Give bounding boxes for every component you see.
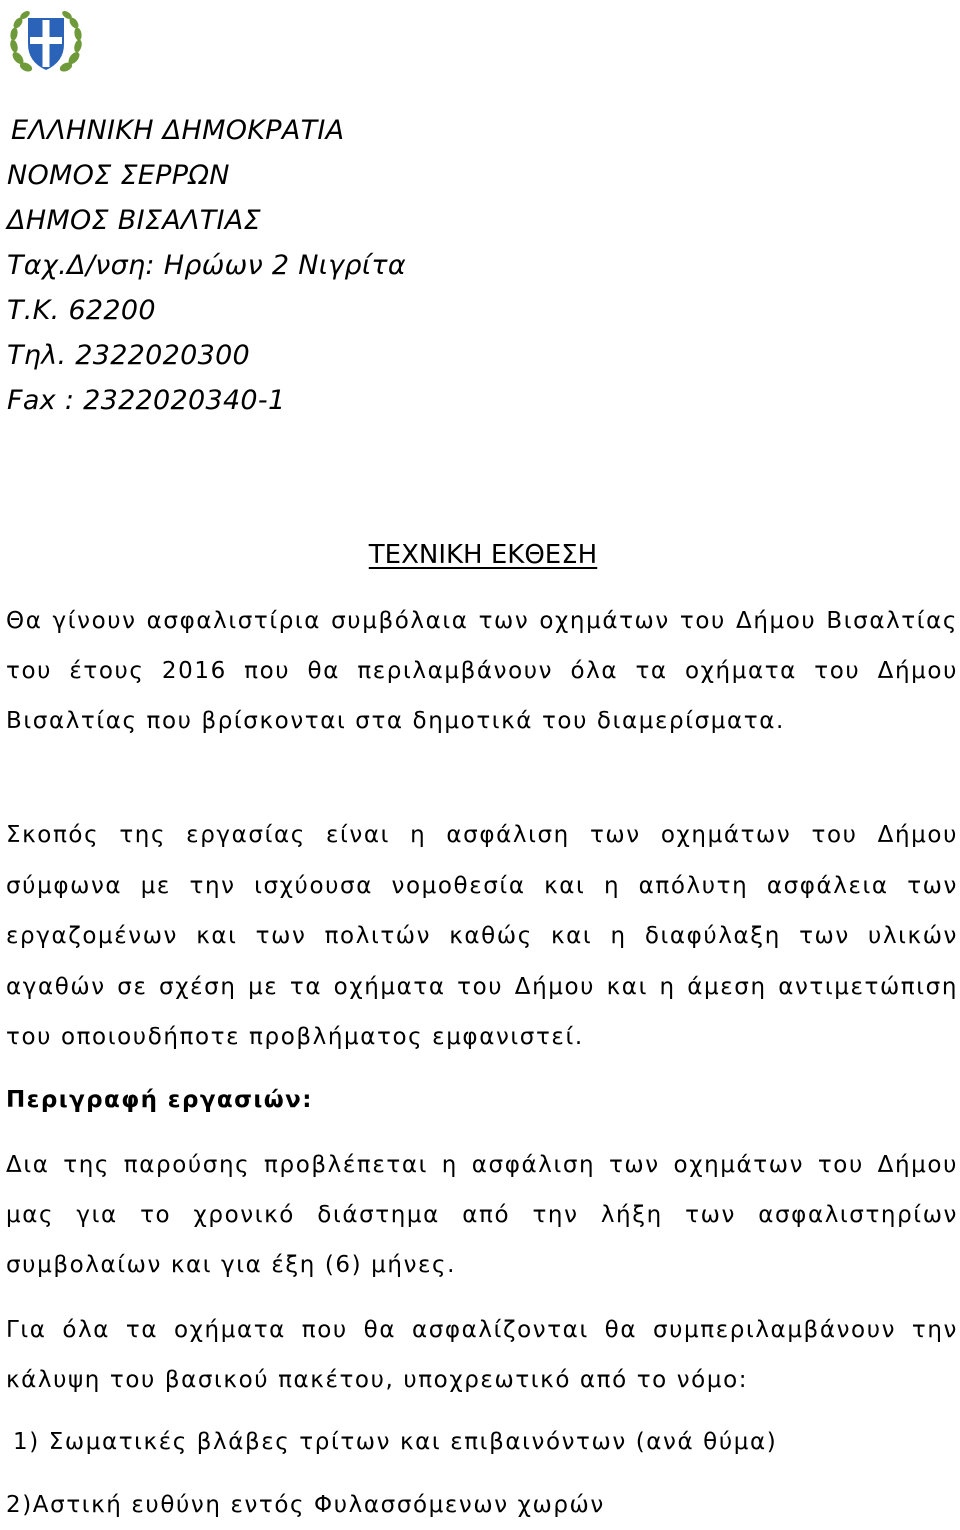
header-prefecture: ΝΟΜΟΣ ΣΕΡΡΩΝ — [7, 160, 230, 191]
list-item: 2)Αστική ευθύνη εντός Φυλασσόμενων χωρών — [6, 1492, 605, 1518]
municipality-header — [7, 108, 907, 423]
paragraph-insurance-period: Δια της παρούσης προβλέπεται η ασφάλιση των οχημάτων του Δήμου μας για το χρονικό διάστημα από την λήξη των ασφαλιστηρίων συμβολαίων και για έξη (6) μήνες. — [6, 1152, 958, 1278]
paragraph-purpose: Σκοπός της εργασίας είναι η ασφάλιση των οχημάτων του Δήμου σύμφωνα με την ισχύουσα νομοθεσία και η απόλυτη ασφάλεια των εργαζομένων και των πολιτών καθώς και η διαφύλαξη των υλικών αγαθών σε σχέση με τα οχήματα του Δήμου και η άμεση αντιμετώπιση του οποιουδήποτε προβλήματος εμφανιστεί. — [6, 822, 958, 1050]
header-address: Ταχ.Δ/νση: Ηρώων 2 Νιγρίτα — [7, 250, 406, 281]
paragraph-contracts: Θα γίνουν ασφαλιστίρια συμβόλαια των οχημάτων του Δήμου Βισαλτίας του έτους 2016 που θα περιλαμβάνουν όλα τα οχήματα του Δήμου Βισαλτίας που βρίσκονται στα δημοτικά του διαμερίσματα. — [6, 608, 958, 734]
document-title: ΤΕΧΝΙΚΗ ΕΚΘΕΣΗ — [368, 540, 598, 570]
section-heading-work-description: Περιγραφή εργασιών: — [6, 1087, 313, 1113]
header-postal-code: Τ.Κ. 62200 — [7, 295, 156, 326]
paragraph-coverage: Για όλα τα οχήματα που θα ασφαλίζονται θα συμπεριλαμβάνουν την κάλυψη του βασικού πακέτου, υποχρεωτικό από το νόμο: — [6, 1317, 958, 1393]
greek-republic-emblem-icon — [6, 6, 86, 76]
header-fax: Fax : 2322020340-1 — [7, 385, 286, 416]
header-phone: Τηλ. 2322020300 — [7, 340, 251, 371]
list-item: 1) Σωματικές βλάβες τρίτων και επιβαινόντων (ανά θύμα) — [13, 1429, 778, 1455]
header-country: ΕΛΛΗΝΙΚΗ ΔΗΜΟΚΡΑΤΙΑ — [11, 115, 345, 146]
header-municipality: ΔΗΜΟΣ ΒΙΣΑΛΤΙΑΣ — [7, 205, 261, 236]
